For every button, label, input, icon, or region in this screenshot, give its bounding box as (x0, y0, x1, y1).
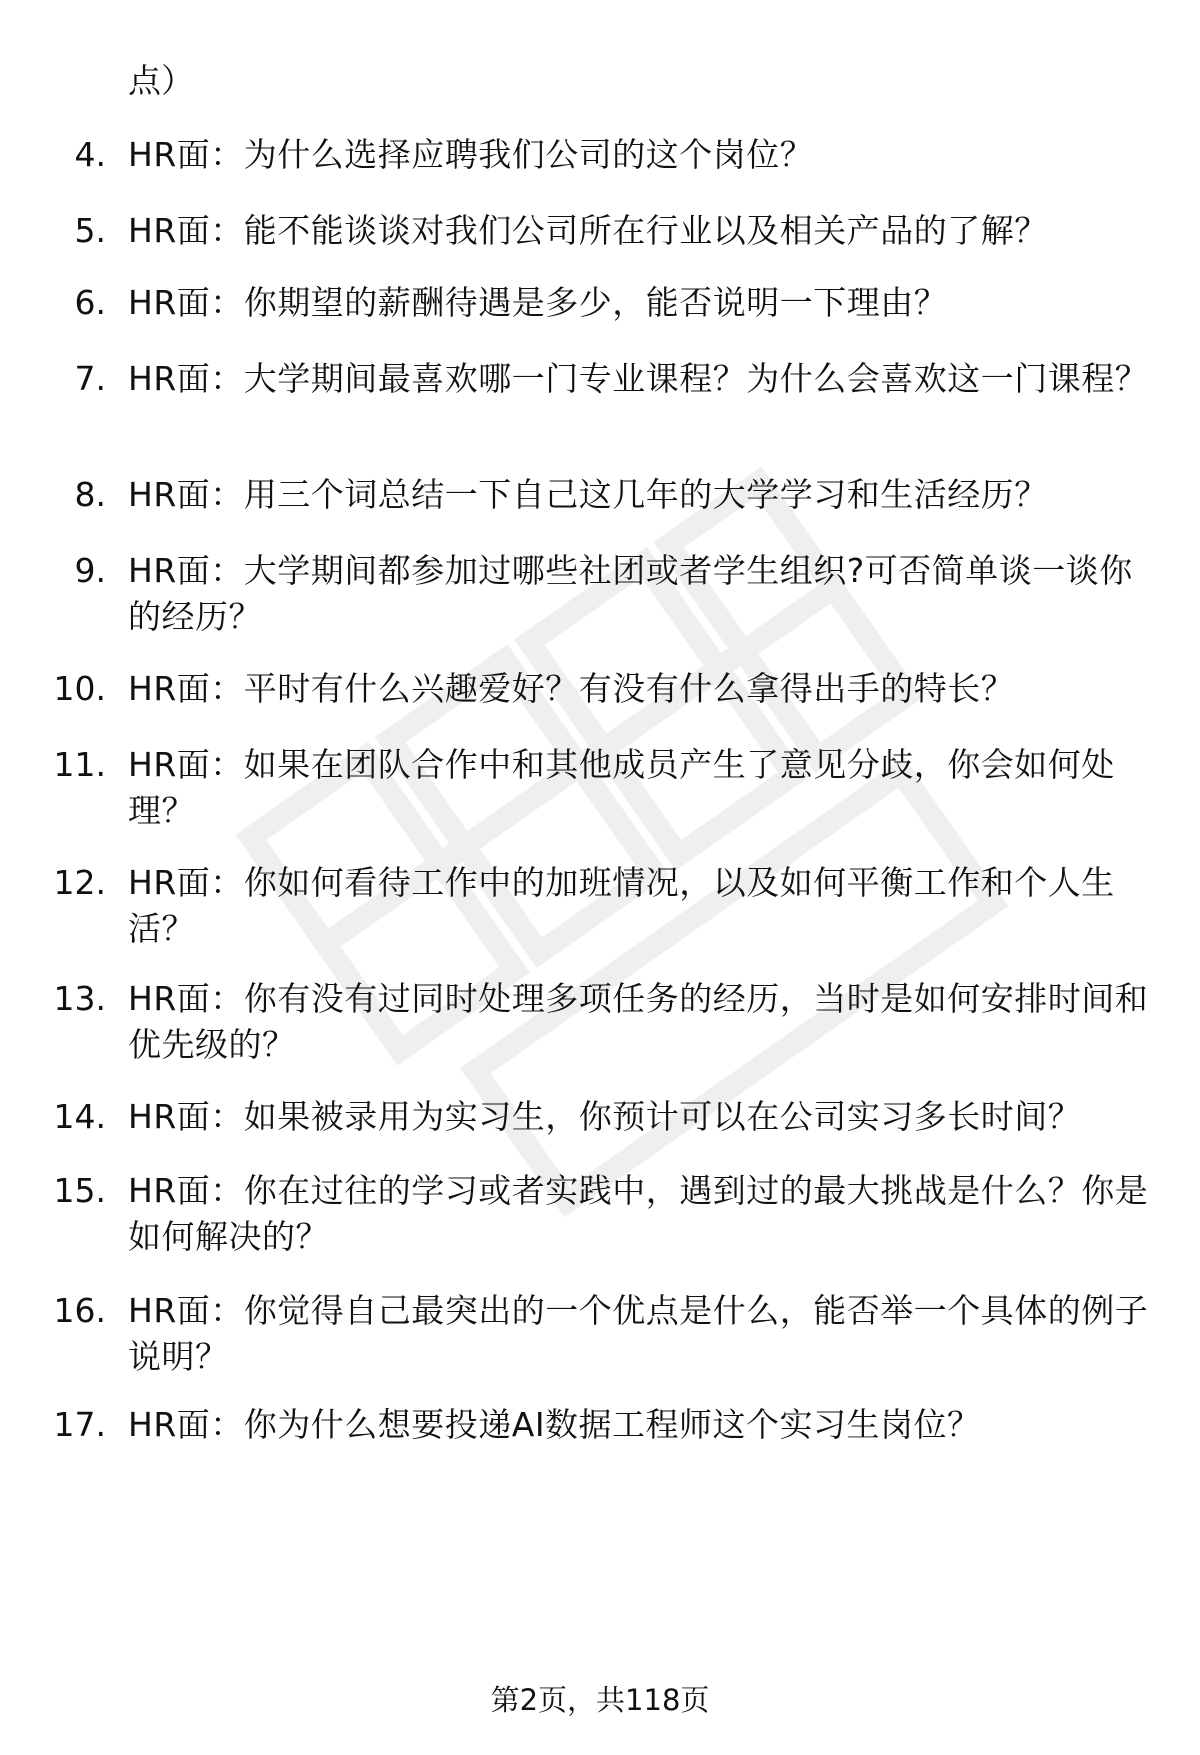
question-text: HR面：为什么选择应聘我们公司的这个岗位？ (128, 135, 814, 174)
question-text: HR面：平时有什么兴趣爱好？有没有什么拿得出手的特长？ (128, 669, 1015, 708)
question-number: 4. (74, 135, 106, 174)
question-number: 14. (53, 1097, 106, 1136)
question-text: HR面：你有没有过同时处理多项任务的经历，当时是如何安排时间和优先级的？ (128, 979, 1149, 1064)
question-text: HR面：大学期间最喜欢哪一门专业课程？为什么会喜欢这一门课程？ (128, 359, 1149, 398)
page-footer: 第2页，共118页 (490, 1683, 710, 1717)
question-text: HR面：你觉得自己最突出的一个优点是什么，能否举一个具体的例子说明？ (128, 1291, 1149, 1376)
question-text: HR面：你在过往的学习或者实践中，遇到过的最大挑战是什么？你是如何解决的？ (128, 1171, 1149, 1256)
question-text: HR面：如果在团队合作中和其他成员产生了意见分歧，你会如何处理？ (128, 745, 1115, 830)
question-number: 7. (74, 359, 106, 398)
question-number: 13. (53, 979, 106, 1018)
question-number: 17. (53, 1405, 106, 1444)
question-number: 16. (53, 1291, 106, 1330)
question-text: HR面：如果被录用为实习生，你预计可以在公司实习多长时间？ (128, 1097, 1082, 1136)
question-number: 6. (74, 283, 106, 322)
question-text: HR面：你为什么想要投递AI数据工程师这个实习生岗位？ (128, 1405, 981, 1444)
question-number: 12. (53, 863, 106, 902)
question-number: 8. (74, 475, 106, 514)
question-number: 15. (53, 1171, 106, 1210)
question-text: HR面：你如何看待工作中的加班情况，以及如何平衡工作和个人生活？ (128, 863, 1115, 948)
question-text: HR面：大学期间都参加过哪些社团或者学生组织?可否简单谈一谈你的经历？ (128, 551, 1133, 636)
question-number: 5. (74, 211, 106, 250)
question-number: 10. (53, 669, 106, 708)
continuation-text: 点） (128, 61, 194, 100)
question-number: 9. (74, 551, 106, 590)
question-text: HR面：你期望的薪酬待遇是多少，能否说明一下理由？ (128, 283, 948, 322)
question-number: 11. (53, 745, 106, 784)
question-text: HR面：用三个词总结一下自己这几年的大学学习和生活经历？ (128, 475, 1048, 514)
question-text: HR面：能不能谈谈对我们公司所在行业以及相关产品的了解？ (128, 211, 1048, 250)
